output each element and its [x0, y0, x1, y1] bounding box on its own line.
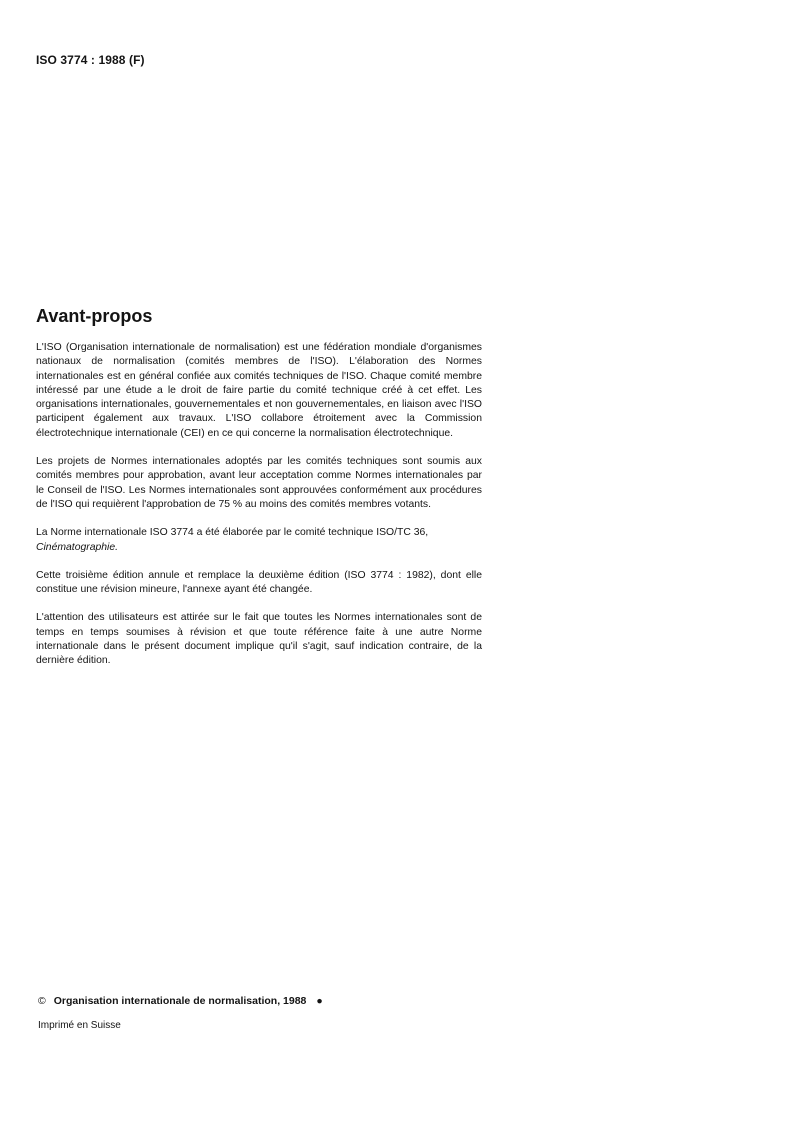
footer-printed-in: Imprimé en Suisse	[38, 1020, 121, 1031]
bullet-icon: ●	[316, 995, 323, 1007]
copyright-icon: ©	[38, 995, 46, 1007]
paragraph-iso-overview: L'ISO (Organisation internationale de normalisation) est une fédération mondiale d'organismes nationaux de normalisation (comités membres de l'ISO). L'élaboration des Normes internationales est en général confiée aux comités techniques de l'ISO. Chaque comité membre intéressé par une étude a le droit de faire partie du comité technique créé à cet effet. Les organisations internationales, gouvernementales et non gouvernementales, en liaison avec l'ISO participent également aux travaux. L'ISO collabore étroitement avec la Commission électrotechnique internationale (CEI) en ce qui concerne la normalisation électrotechnique.	[36, 342, 482, 439]
page-header-standard-id: ISO 3774 : 1988 (F)	[36, 53, 145, 67]
committee-subject: Cinématographie.	[36, 541, 119, 553]
section-title: Avant-propos	[36, 306, 153, 326]
paragraph-committee	[36, 526, 482, 555]
committee-text: La Norme internationale ISO 3774 a été élaborée par le comité technique ISO/TC 36,	[36, 527, 429, 539]
paragraph-edition-note: Cette troisième édition annule et remplace la deuxième édition (ISO 3774 : 1982), dont elle constitue une révision mineure, l'annexe ayant été changée.	[36, 569, 482, 596]
footer-copyright	[38, 995, 323, 1007]
copyright-text: Organisation internationale de normalisation, 1988	[53, 995, 307, 1007]
paragraph-revision-note: L'attention des utilisateurs est attirée sur le fait que toutes les Normes internationales sont de temps en temps soumises à révision et que toute référence faite à une autre Norme internationale dans le présent document implique qu'il s'agit, sauf indication contraire, de la dernière édition.	[36, 612, 482, 667]
paragraph-approval-process: Les projets de Normes internationales adoptés par les comités techniques sont soumis aux comités membres pour approbation, avant leur acceptation comme Normes internationales par le Conseil de l'ISO. Les Normes internationales sont approuvées conformément aux procédures de l'ISO qui requièrent l'approbation de 75 % au moins des comités membres votants.	[36, 456, 482, 510]
foreword-body	[36, 341, 482, 683]
